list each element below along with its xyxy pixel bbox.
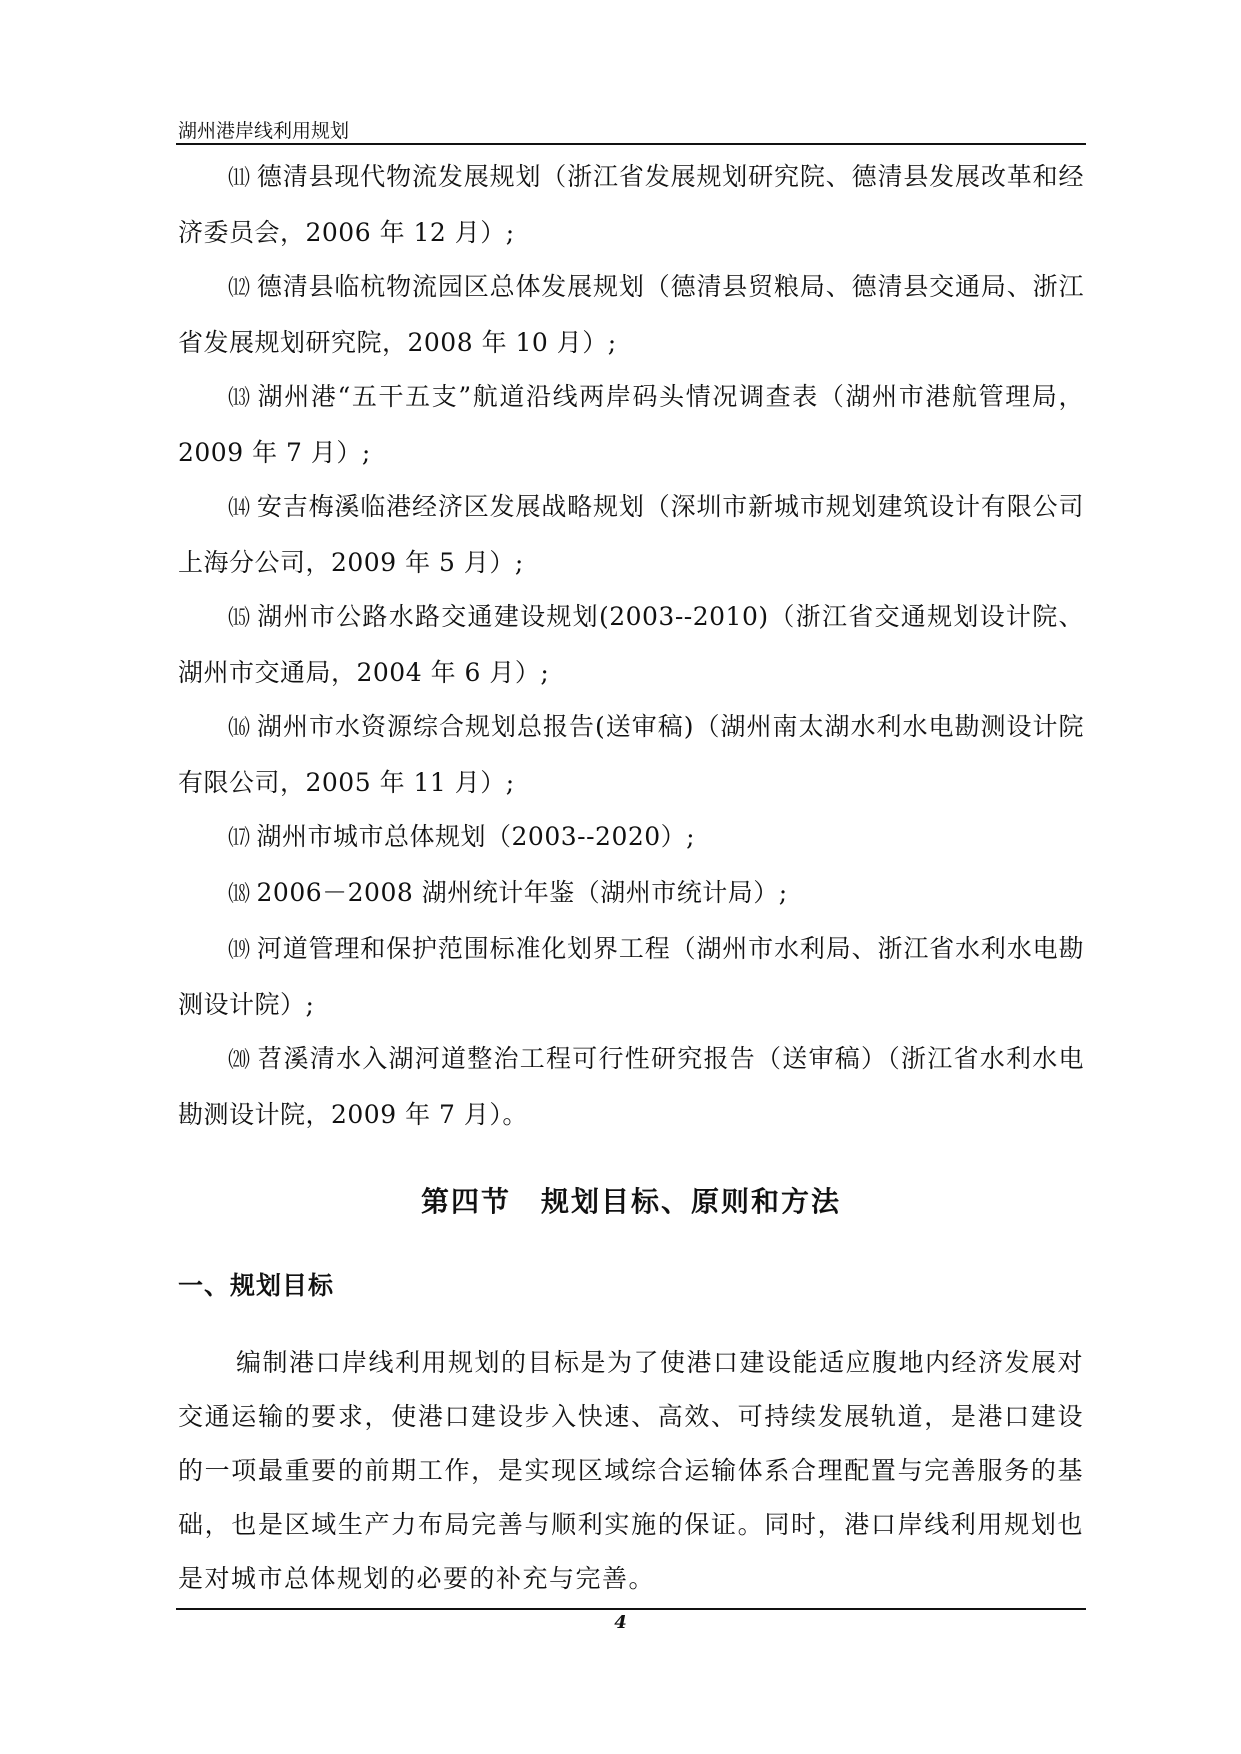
body-paragraph: 编制港口岸线利用规划的目标是为了使港口建设能适应腹地内经济发展对交通运输的要求，使港口建设步入快速、高效、可持续发展轨道，是港口建设的一项最重要的前期工作，是实现区域综合运输体系合理配置与完善服务的基础，也是区域生产力布局完善与顺利实施的保证。同时，港口岸线利用规划也是对城市总体规划的必要的补充与完善。 — [178, 1348, 1085, 1593]
reference-text: 河道管理和保护范围标准化划界工程（湖州市水利局、浙江省水利水电勘测设计院）; — [178, 934, 1084, 1019]
reference-number: ⑿ — [228, 276, 251, 301]
reference-number: ⒄ — [228, 826, 251, 851]
reference-text: 德清县临杭物流园区总体发展规划（德清县贸粮局、德清县交通局、浙江省发展规划研究院，2008 年 10 月）; — [178, 272, 1084, 357]
footer-rule — [176, 1608, 1086, 1610]
reference-number: ⒆ — [228, 938, 251, 963]
reference-text: 安吉梅溪临港经济区发展战略规划（深圳市新城市规划建筑设计有限公司上海分公司，2009 年 5 月）; — [178, 492, 1084, 577]
subsection-title: 一、规划目标 — [178, 1271, 335, 1300]
reference-number: ⒃ — [228, 716, 251, 741]
reference-item — [178, 1032, 1084, 1142]
reference-item — [178, 260, 1084, 370]
reference-text: 湖州市公路水路交通建设规划(2003--2010)（浙江省交通规划设计院、湖州市交通局，2004 年 6 月）; — [178, 602, 1084, 687]
reference-item — [178, 866, 1084, 922]
reference-text: 湖州市水资源综合规划总报告(送审稿)（湖州南太湖水利水电勘测设计院有限公司，2005 年 11 月）; — [178, 712, 1084, 797]
reference-item — [178, 810, 1084, 866]
reference-text: 湖州港“五干五支”航道沿线两岸码头情况调查表（湖州市港航管理局，2009 年 7 月）; — [178, 382, 1084, 467]
reference-text: 湖州市城市总体规划（2003--2020）; — [256, 822, 696, 851]
reference-text: 2006－2008 湖州统计年鉴（湖州市统计局）; — [256, 878, 788, 907]
reference-item — [178, 480, 1084, 590]
reference-number: ⒁ — [228, 496, 251, 521]
reference-item — [178, 150, 1084, 260]
reference-text: 德清县现代物流发展规划（浙江省发展规划研究院、德清县发展改革和经济委员会，2006 年 12 月）; — [178, 162, 1084, 247]
reference-number: ⒇ — [228, 1048, 252, 1073]
reference-number: ⑾ — [228, 166, 251, 191]
reference-item — [178, 370, 1084, 480]
reference-number: ⒀ — [228, 386, 252, 411]
reference-number: ⒅ — [228, 882, 251, 907]
header-rule — [176, 143, 1086, 145]
reference-item — [178, 700, 1084, 810]
page-content — [178, 150, 1084, 1606]
reference-item — [178, 922, 1084, 1032]
reference-list — [178, 150, 1084, 1142]
running-header-title: 湖州港岸线利用规划 — [178, 120, 350, 142]
page-number: 4 — [614, 1612, 627, 1633]
section-title: 第四节 规划目标、原则和方法 — [420, 1185, 841, 1218]
reference-number: ⒂ — [228, 606, 252, 631]
reference-item — [178, 590, 1084, 700]
reference-text: 苕溪清水入湖河道整治工程可行性研究报告（送审稿）（浙江省水利水电勘测设计院，2009 年 7 月）。 — [178, 1044, 1084, 1129]
